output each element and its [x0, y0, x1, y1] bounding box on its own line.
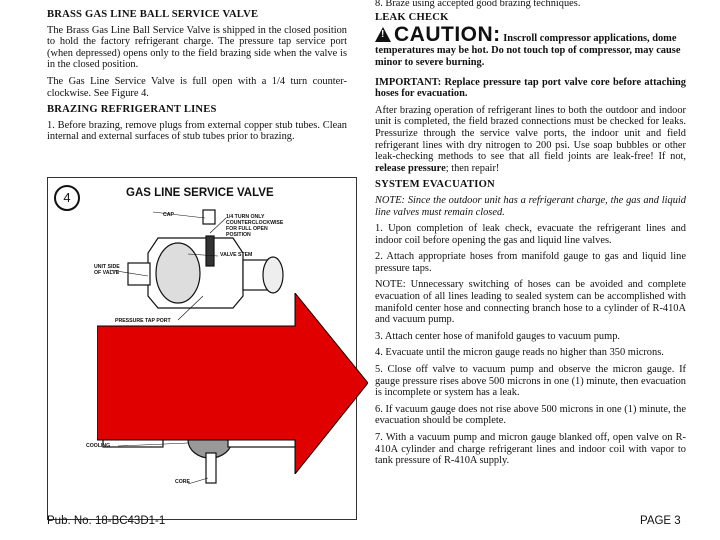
label-core: CORE [175, 479, 190, 485]
leak-text-b: ; then repair! [445, 162, 500, 174]
evacuation-step-4: 4. Evacuate until the micron gauge reads no higher than 350 microns. [375, 347, 664, 359]
evacuation-note-2: NOTE: Unnecessary switching of hoses can be avoided and complete evacuation of all lines leading to sealed system can be accomplished with manifold center hose and connecting branch hose to a cylinder of R-410A and vacuum pump. [375, 279, 686, 326]
figure-number: 4 [54, 185, 80, 211]
section-heading-brazing: BRAZING REFRIGERANT LINES [47, 104, 217, 116]
section-heading-evacuation: SYSTEM EVACUATION [375, 179, 495, 191]
caution-word: CAUTION: [394, 23, 501, 47]
arrow-shape [97, 293, 368, 474]
footer-publication-number: Pub. No. 18-BC43D1-1 [47, 515, 166, 527]
left-column [47, 9, 347, 148]
important-note: IMPORTANT: Replace pressure tap port valve core before attaching hoses for evacuation. [375, 76, 686, 100]
label-quarter-turn: 1/4 TURN ONLY COUNTERCLOCKWISE FOR FULL OPEN POSITION [226, 214, 284, 238]
evacuation-step-3: 3. Attach center hose of manifold gauges to vacuum pump. [375, 330, 620, 342]
right-column [375, 0, 686, 472]
ball-valve-paragraph: The Brass Gas Line Ball Service Valve is shipped in the closed position to hold the factory refrigerant charge. The pressure tap service port (when depressed) opens only to the field brazing side when the valve is in the closed position. [47, 24, 347, 71]
full-open-paragraph: The Gas Line Service Valve is full open with a 1/4 turn counter-clockwise. See Figure 4. [47, 75, 347, 99]
section-heading-leak-check: LEAK CHECK [375, 11, 449, 23]
figure-title: GAS LINE SERVICE VALVE [126, 187, 274, 199]
label-valve-stem: VALVE STEM [220, 252, 253, 258]
braze-step-8: 8. Braze using accepted good brazing techniques. [375, 0, 581, 9]
leak-text-bold: release pressure [375, 162, 446, 174]
red-arrow-annotation [97, 293, 368, 474]
evacuation-note-1: NOTE: Since the outdoor unit has a refrigerant charge, the gas and liquid line valves must remain closed. [375, 194, 686, 218]
footer-page-number: PAGE 3 [640, 515, 681, 527]
caution-text: Inscroll compressor applications, dome temperatures may be hot. Do not touch top of compressor, may cause minor to severe burning. [375, 33, 681, 68]
evacuation-step-5: 5. Close off valve to vacuum pump and observe the micron gauge. If gauge pressure rises above 500 microns in one (1) minute, then evacuation is incomplete or system has a leak. [375, 364, 686, 399]
evacuation-step-7: 7. With a vacuum pump and micron gauge blanked off, open valve on R-410A cylinder and charge refrigerant lines and indoor coil with vapor to tank pressure of R-410A supply. [375, 432, 686, 467]
caution-block [375, 23, 686, 68]
label-cooling: COOLING [86, 443, 111, 449]
label-unit-side: UNIT SIDE OF VALVE [94, 264, 120, 276]
leak-text-a: After brazing operation of refrigerant lines to both the outdoor and indoor unit is completed, the field brazed connections must be checked for leaks. Pressurize through the service valve ports, the indoor unit and field refrigerant lines with dry nitrogen to 200 psi. Use soap bubbles or other leak-checking methods to see that all field joints are leak-free! If not, [375, 104, 686, 163]
evacuation-step-2: 2. Attach appropriate hoses from manifold gauge to gas and liquid line pressure taps. [375, 251, 686, 274]
section-heading-ball-valve: BRASS GAS LINE BALL SERVICE VALVE [47, 9, 259, 20]
evacuation-step-1: 1. Upon completion of leak check, evacuate the refrigerant lines and indoor coil before opening the gas and liquid line valves. [375, 223, 686, 246]
evacuation-step-6: 6. If vacuum gauge does not rise above 500 microns in one (1) minute, the evacuation should be complete. [375, 403, 686, 427]
leak-check-paragraph [375, 105, 686, 175]
label-cap: CAP [163, 212, 174, 218]
warning-triangle-icon [375, 27, 391, 42]
brazing-step-1: 1. Before brazing, remove plugs from external copper stub tubes. Clean internal and external surfaces of stub tubes prior to brazing. [47, 119, 347, 143]
label-pressure-tap-port: PRESSURE TAP PORT [115, 318, 171, 324]
